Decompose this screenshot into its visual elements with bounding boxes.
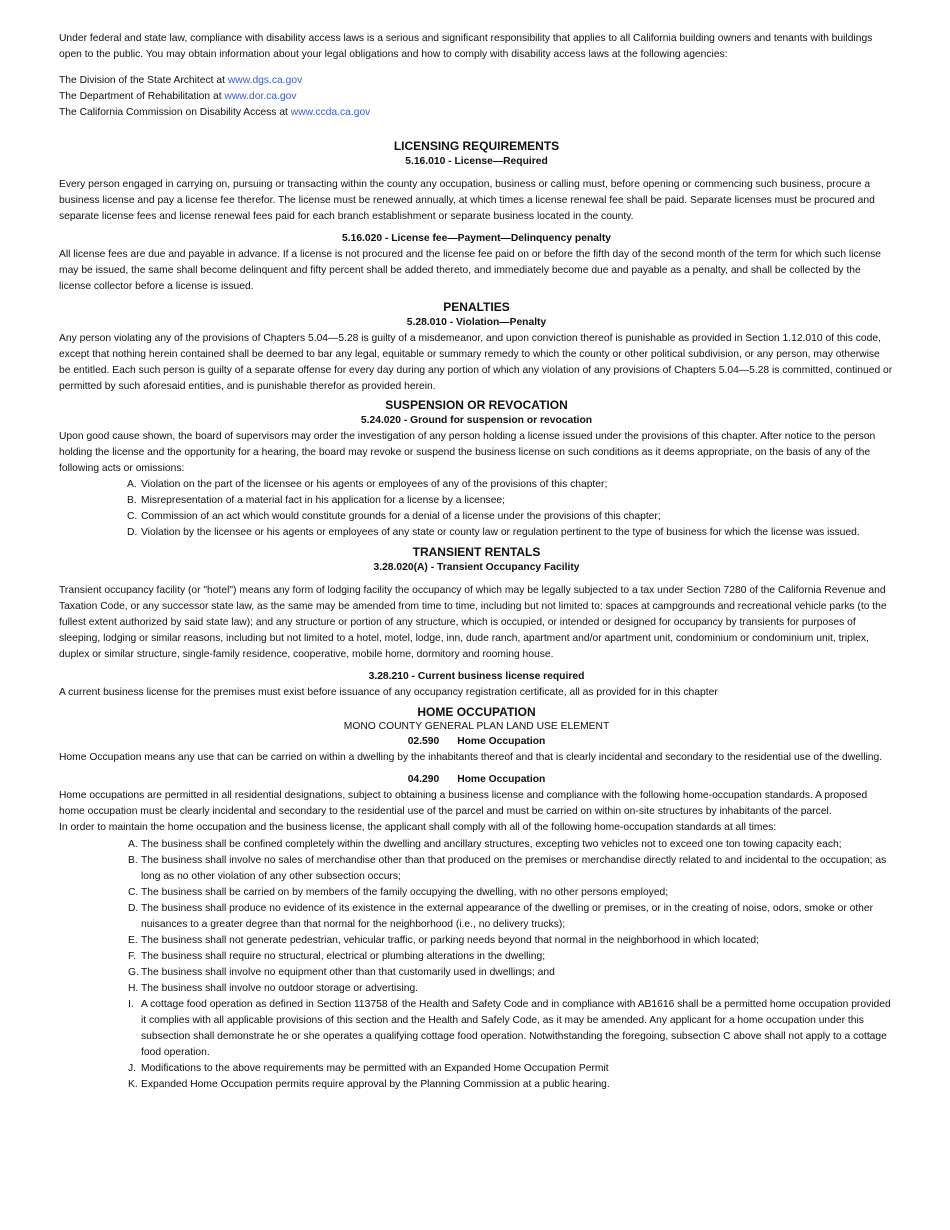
- agency-line: The California Commission on Disability Access at www.ccda.ca.gov: [59, 107, 371, 118]
- list-item: D. The business shall produce no evidence of its existence in the external appearance of the dwelling or premises, or in the creating of noise, odors, smoke or other nuisances to a greater degree than that normal for the neighborhood (i.e., no delivery trucks);: [128, 903, 874, 930]
- list-item: C. The business shall be carried on by members of the family occupying the dwelling, with no other persons employed;: [128, 887, 669, 898]
- intro-paragraph: Under federal and state law, compliance with disability access laws is a serious and significant responsibility that applies to all California building owners and tenants with buildings open to the public. You may obtain information about your legal obligations and how to comply with disability access laws at the following agencies:: [59, 33, 873, 60]
- suspension-list: [59, 477, 894, 541]
- list-item: E. The business shall not generate pedestrian, vehicular traffic, or parking needs beyond that normal in the neighborhood in which located;: [128, 935, 760, 946]
- list-item: D. Violation by the licensee or his agents or employees of any state or county law or regulation pertinent to the type of business for which the license was issued.: [127, 527, 860, 538]
- penalties-title: PENALTIES: [443, 300, 510, 314]
- section-heading: 04.290 Home Occupation: [407, 774, 546, 785]
- list-item: F. The business shall require no structural, electrical or plumbing alterations in the dwelling;: [128, 951, 546, 962]
- section-text: All license fees are due and payable in advance. If a license is not procured and the license fee paid on or before the fifth day of the second month of the term for which such license may be issued, the same shall become delinquent and fifty percent shall be added thereto, and immediately become due and payable as a penalty, and shall be collected by the license collector before a license is issued.: [59, 249, 881, 292]
- section-heading: 3.28.020(A) - Transient Occupancy Facility: [373, 562, 580, 573]
- section-text: Any person violating any of the provisions of Chapters 5.04—5.28 is guilty of a misdemeanor, and upon conviction thereof is punishable as provided in Section 1.12.010 of this code, except that nothing herein contained shall be deemed to bar any legal, equitable or summary remedy to which the county or other political subdivision, or any person, may otherwise be entitled. Each such person is guilty of a separate offense for every day during any portion of which any violation of any provisions of Chapters 5.04—5.28 is committed, continued or permitted by such aforesaid entities, and is punishable therefor as provided herein.: [59, 333, 893, 392]
- section-heading: 02.590 Home Occupation: [407, 736, 546, 747]
- list-item: G. The business shall involve no equipment other than that customarily used in dwellings; and: [128, 967, 555, 978]
- list-item: H. The business shall involve no outdoor storage or advertising.: [128, 983, 419, 994]
- home-title: HOME OCCUPATION: [417, 705, 536, 719]
- agency-list: [59, 73, 894, 121]
- licensing-title: LICENSING REQUIREMENTS: [393, 139, 560, 153]
- section-text: Home occupations are permitted in all residential designations, subject to obtaining a business license and compliance with the following home-occupation standards. A proposed home occupation must be clearly incidental and secondary to the residential use of the parcel and must be carried on within on-site structures by inhabitants of the parcel.: [59, 790, 868, 817]
- section-heading: 5.16.010 - License—Required: [405, 156, 548, 167]
- home-subtitle: MONO COUNTY GENERAL PLAN LAND USE ELEMENT: [343, 721, 610, 732]
- section-heading: 5.28.010 - Violation—Penalty: [406, 317, 547, 328]
- list-item: I. A cottage food operation as defined in Section 113758 of the Health and Safety Code and in compliance with AB1616 shall be a permitted home occupation provided it complies with all applicable provisions of this section and the Health and Safely Code, as it may be amended. Any applicant for a home occupation under this subsection shall demonstrate he or she operates a qualifying cottage food operation. Notwithstanding the foregoing, subsection C above shall not apply to a cottage food operation.: [128, 999, 891, 1058]
- list-item: K. Expanded Home Occupation permits require approval by the Planning Commission at a public hearing.: [128, 1079, 610, 1090]
- agency-line: The Department of Rehabilitation at www.dor.ca.gov: [59, 91, 297, 102]
- section-text: Transient occupancy facility (or "hotel") means any form of lodging facility the occupancy of which may be legally subjected to a tax under Section 7280 of the California Revenue and Taxation Code, or any successor state law, as the same may be amended from time to time, including but not limited to: spaces at campgrounds and recreational vehicle parks (to the fullest extent authorized by said state law); and any structure or portion of any structure, which is occupied, or intended or designed for occupancy by transients for purposes of sleeping, lodging or similar reasons, including but not limited to a hotel, motel, lodge, inn, dude ranch, apartment and/or apartment unit, condominium or condominium unit, triplex, duplex or similar structure, single-family residence, cooperative, mobile home, dormitory and rooming house.: [59, 585, 887, 660]
- list-item: C. Commission of an act which would constitute grounds for a denial of a license under the provisions of this chapter;: [127, 511, 661, 522]
- section-heading: 5.16.020 - License fee—Payment—Delinquency penalty: [342, 233, 611, 244]
- list-item: B. The business shall involve no sales of merchandise other than that produced on the premises or merchandise directly related to and incidental to the occupation; as long as no other violation of any other subsection occurs;: [128, 855, 887, 882]
- section-text: Home Occupation means any use that can be carried on within a dwelling by the inhabitants thereof and that is clearly incidental and secondary to the residential use of the dwelling.: [59, 752, 883, 763]
- list-item: A. Violation on the part of the licensee or his agents or employees of any of the provisions of this chapter;: [127, 479, 608, 490]
- section-heading: 5.24.020 - Ground for suspension or revocation: [360, 415, 593, 426]
- dgs-link[interactable]: www.dgs.ca.gov: [227, 75, 303, 86]
- section-text: A current business license for the premises must exist before issuance of any occupancy registration certificate, all as provided for in this chapter: [59, 687, 718, 698]
- section-text: Upon good cause shown, the board of supervisors may order the investigation of any person holding a license issued under the provisions of this chapter. After notice to the person holding the license and the opportunity for a hearing, the board may revoke or suspend the business license on such conditions as it deems appropriate, on the basis of any of the following acts or omissions:: [59, 431, 876, 474]
- home-standards-list: [59, 837, 894, 1093]
- ccda-link[interactable]: www.ccda.ca.gov: [290, 107, 371, 118]
- section-text: In order to maintain the home occupation and the business license, the applicant shall comply with all of the following home-occupation standards at all times:: [59, 822, 777, 833]
- list-item: B. Misrepresentation of a material fact in his application for a license by a licensee;: [127, 495, 506, 506]
- section-text: Every person engaged in carrying on, pursuing or transacting within the county any occupation, business or calling must, before opening or commencing such business, procure a business license and pay a license fee therefor. The license must be renewed annually, at which times a license renewal fee shall be paid. Separate licenses must be procured and separate license fees and license renewal fees paid for each branch establishment or separate business located in the county.: [59, 179, 875, 222]
- agency-line: The Division of the State Architect at www.dgs.ca.gov: [59, 75, 303, 86]
- list-item: J. Modifications to the above requirements may be permitted with an Expanded Home Occupation Permit: [128, 1063, 609, 1074]
- list-item: A. The business shall be confined completely within the dwelling and ancillary structures, excepting two vehicles not to exceed one ton towing capacity each;: [128, 839, 842, 850]
- transient-title: TRANSIENT RENTALS: [412, 545, 541, 559]
- section-heading: 3.28.210 - Current business license required: [368, 671, 585, 682]
- dor-link[interactable]: www.dor.ca.gov: [224, 91, 297, 102]
- suspension-title: SUSPENSION OR REVOCATION: [385, 398, 568, 412]
